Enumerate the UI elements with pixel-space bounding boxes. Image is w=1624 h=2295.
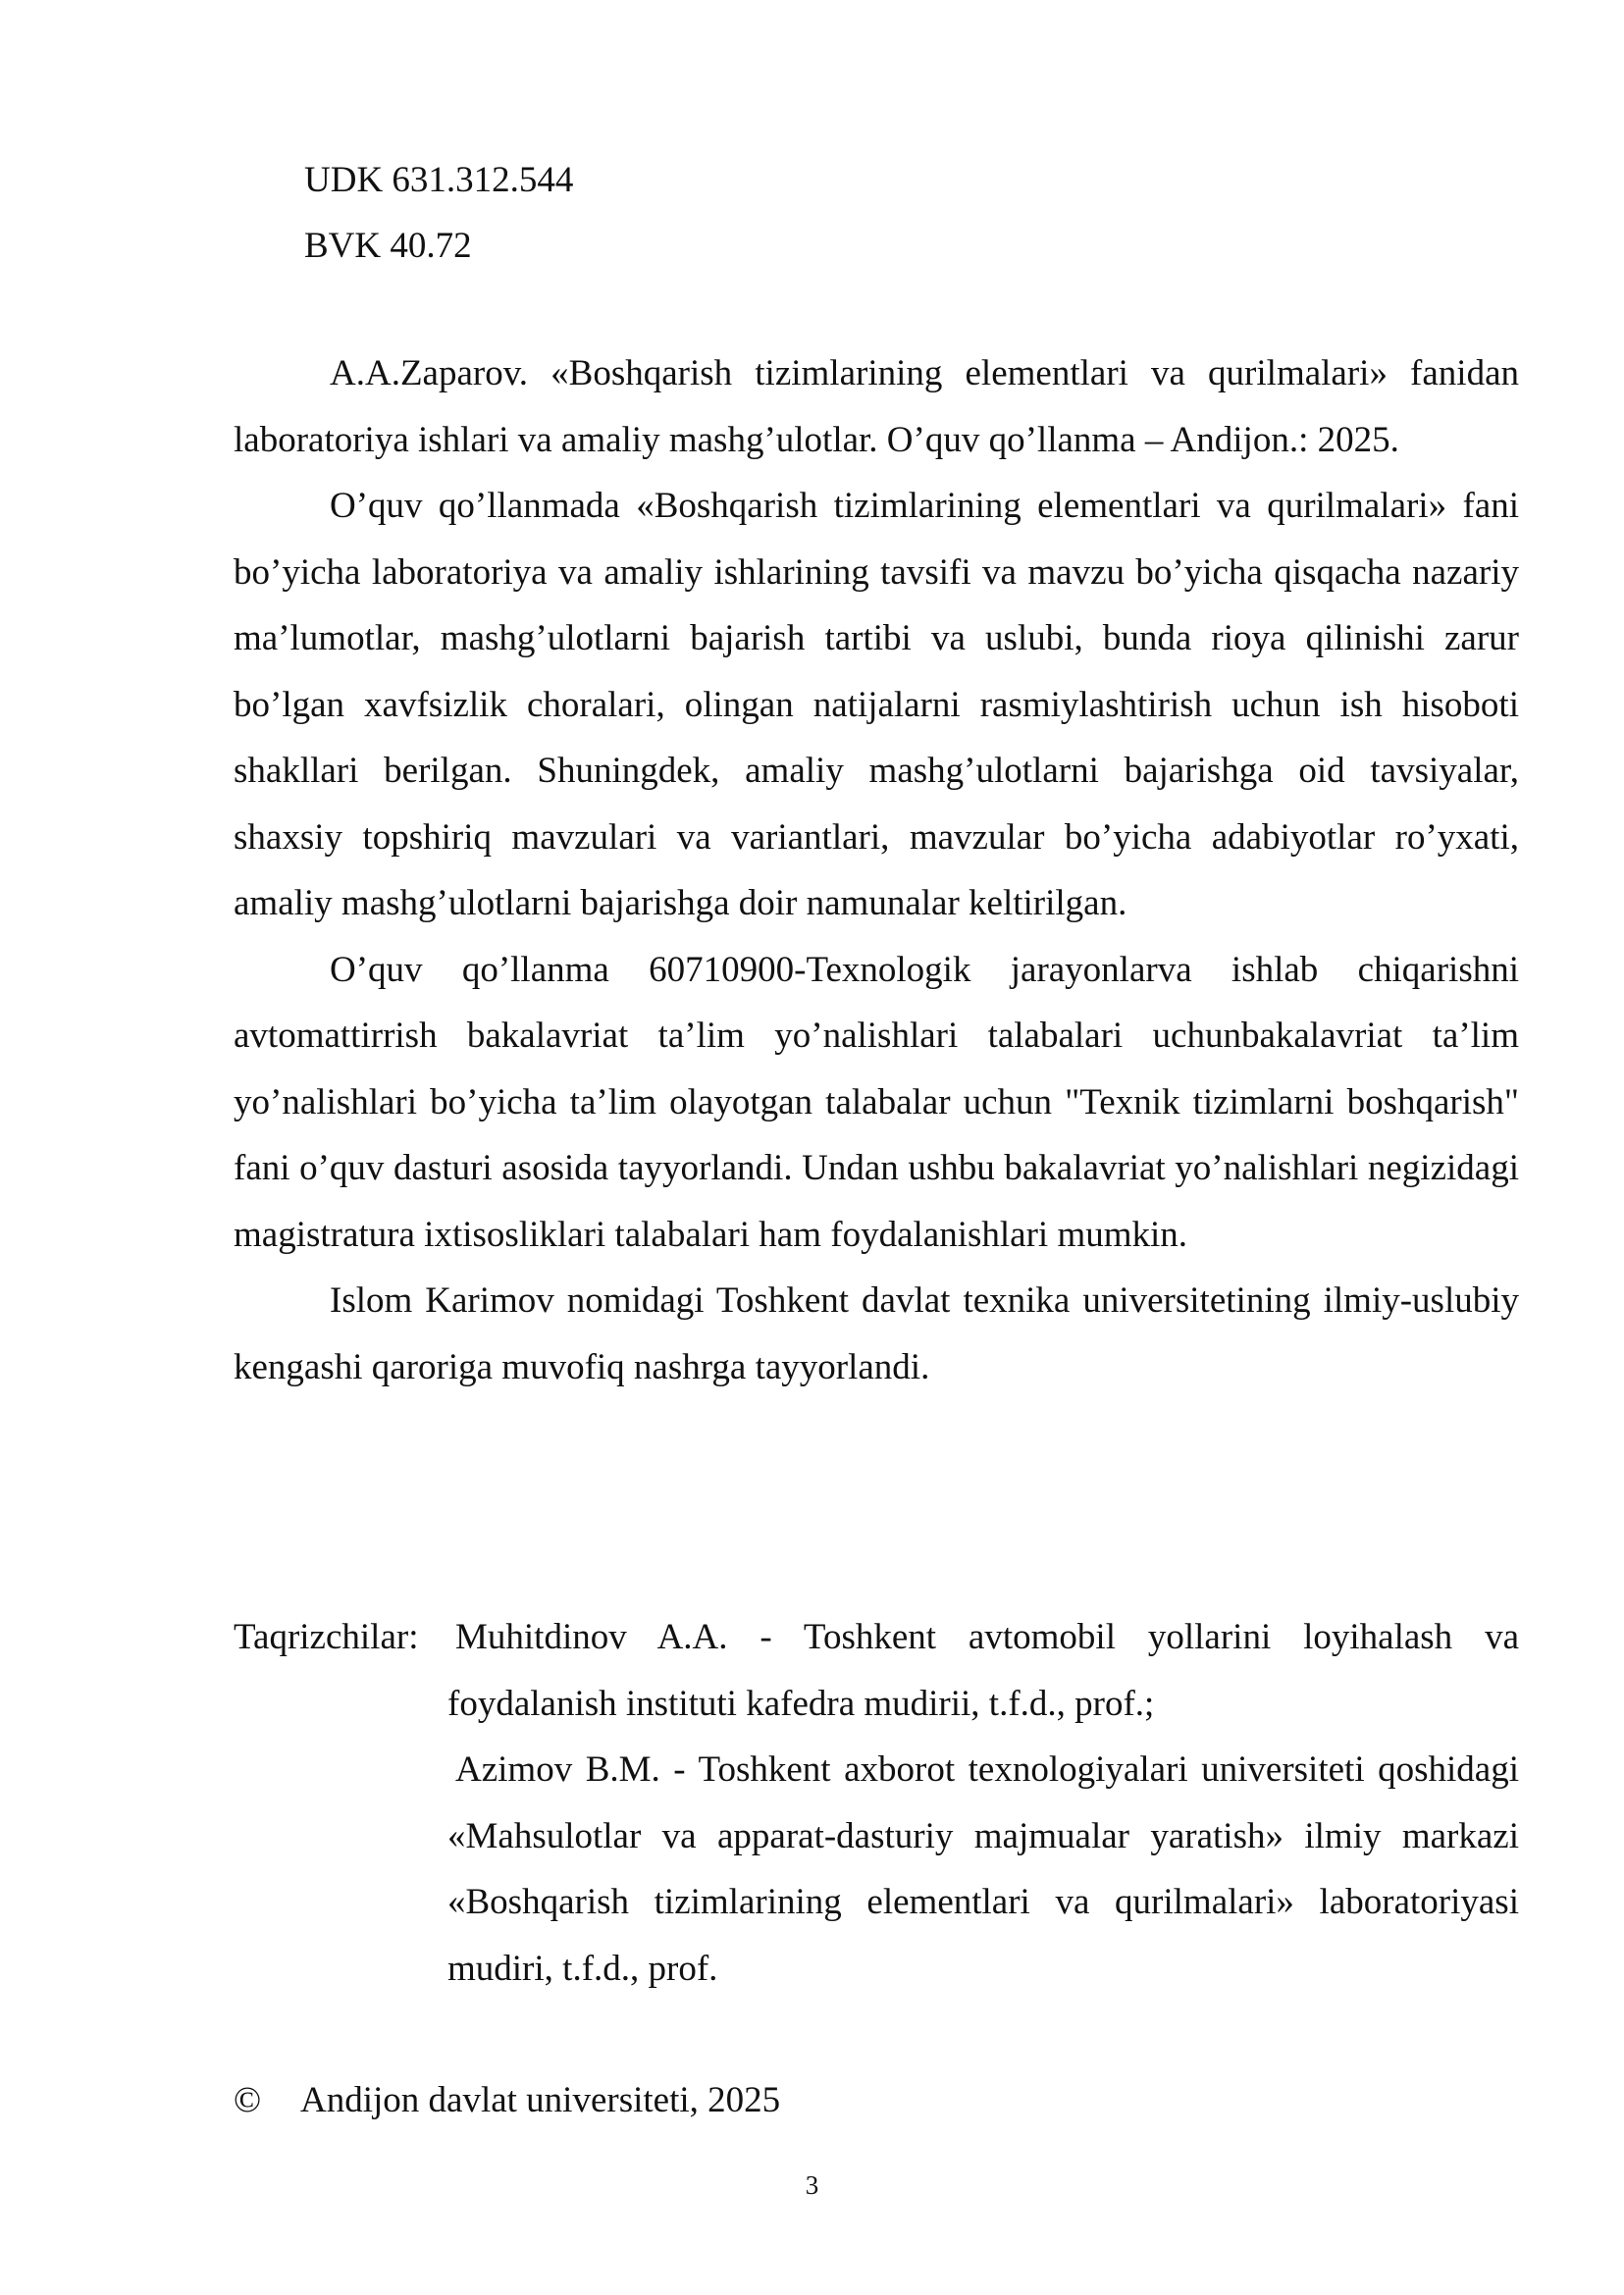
reviewer-row-first — [234, 1604, 1519, 1737]
reviewer-first: Muhitdinov A.A. - Toshkent avtomobil yollarini loyihalash va foydalanish instituti kafedra mudirii, t.f.d., prof.; — [447, 1617, 1519, 1724]
reviewers-section — [234, 1604, 1519, 2002]
description-paragraph: O’quv qo’llanmada «Boshqarish tizimlarining elementlari va qurilmalari» fani bo’yicha laboratoriya va amaliy ishlarining tavsifi va mavzu bo’yicha qisqacha nazariy ma’lumotlar, mashg’ulotlarni bajarish tartibi va uslubi, bunda rioya qilinishi zarur bo’lgan xavfsizlik choralari, olingan natijalarni rasmiylashtirish uchun ish hisoboti shakllari berilgan. Shuningdek, amaliy mashg’ulotlarni bajarishga oid tavsiyalar, shaxsiy topshiriq mavzulari va variantlari, mavzular bo’yicha adabiyotlar ro’yxati, amaliy mashg’ulotlarni bajarishga doir namunalar keltirilgan. — [234, 486, 1519, 923]
reviewer-second: Azimov B.M. - Toshkent axborot texnologiyalari universiteti qoshidagi «Mahsulotlar va apparat-dasturiy majmualar yaratish» ilmiy markazi «Boshqarish tizimlarining elementlari va qurilmalari» laboratoriyasi mudiri, t.f.d., prof. — [447, 1749, 1519, 1989]
reviewer-row-second — [234, 1737, 1519, 2002]
classification-codes — [304, 147, 573, 279]
annotation-text — [234, 340, 1519, 1400]
udk-code: UDK 631.312.544 — [304, 160, 574, 200]
copyright-text: Andijon davlat universiteti, 2025 — [300, 2080, 781, 2120]
copyright-symbol: © — [234, 2080, 262, 2120]
page-number: 3 — [805, 2170, 819, 2200]
bibliographic-paragraph: A.A.Zaparov. «Boshqarish tizimlarining elementlari va qurilmalari» fanidan laboratoriya ishlari va amaliy mashg’ulotlar. O’quv qo’llanma – Andijon.: 2025. — [234, 353, 1519, 460]
approval-paragraph: Islom Karimov nomidagi Toshkent davlat texnika universitetining ilmiy-uslubiy kengashi qaroriga muvofiq nashrga tayyorlandi. — [234, 1280, 1519, 1387]
audience-paragraph: O’quv qo’llanma 60710900-Texnologik jarayonlarva ishlab chiqarishni avtomattirrish bakalavriat ta’lim yo’nalishlari talabalari uchunbakalavriat ta’lim yo’nalishlari bo’yicha ta’lim olayotgan talabalar uchun "Texnik tizimlarni boshqarish" fani o’quv dasturi asosida tayyorlandi. Undan ushbu bakalavriat yo’nalishlari negizidagi magistratura ixtisosliklari talabalari ham foydalanishlari mumkin. — [234, 949, 1519, 1255]
reviewers-label: Taqrizchilar: — [234, 1617, 419, 1657]
bvk-code: BVK 40.72 — [304, 226, 472, 266]
copyright-line — [234, 2067, 780, 2133]
